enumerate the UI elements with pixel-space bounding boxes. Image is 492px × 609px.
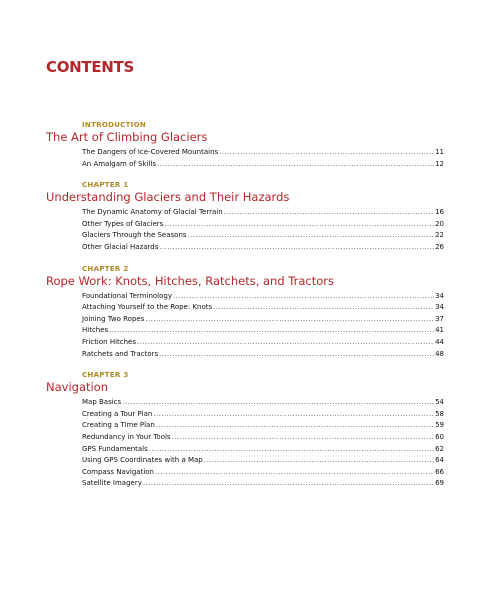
chapter-label: INTRODUCTION <box>82 121 146 129</box>
dot-leader <box>172 432 435 444</box>
page-number: 41 <box>435 326 444 335</box>
page-number: 11 <box>435 148 444 156</box>
toc-section <box>46 265 444 361</box>
entry-title: The Dynamic Anatomy of Glacial Terrain <box>82 208 223 217</box>
dot-leader <box>213 302 434 314</box>
entry-title: Friction Hitches <box>82 337 137 346</box>
toc-entry[interactable] <box>46 397 444 409</box>
chapter-title[interactable]: Navigation <box>46 380 109 395</box>
dot-leader <box>159 349 434 361</box>
chapter-title[interactable]: Understanding Glaciers and Their Hazards <box>46 190 290 205</box>
dot-leader <box>159 242 434 254</box>
dot-leader <box>204 455 434 467</box>
entry-title: Creating a Tour Plan <box>82 409 153 418</box>
dot-leader <box>173 291 434 303</box>
dot-leader <box>164 219 434 231</box>
page-number: 60 <box>435 432 444 441</box>
toc-entry[interactable] <box>46 242 444 254</box>
toc-entry[interactable] <box>46 314 444 326</box>
dot-leader <box>157 159 434 171</box>
page-number: 37 <box>435 314 444 323</box>
toc-entry[interactable] <box>46 420 444 432</box>
toc-entry[interactable] <box>46 219 444 231</box>
page-number: 20 <box>435 219 444 228</box>
toc-entry[interactable] <box>46 478 444 490</box>
page-number: 64 <box>435 456 444 465</box>
entry-title: Ratchets and Tractors <box>82 349 159 358</box>
entry-title: Hitches <box>82 326 109 335</box>
toc-entry[interactable] <box>46 291 444 303</box>
page-title: CONTENTS <box>46 58 134 76</box>
entry-title: Foundational Terminology <box>82 291 172 300</box>
toc-entry[interactable] <box>46 337 444 349</box>
dot-leader <box>155 467 434 479</box>
dot-leader <box>188 230 435 242</box>
dot-leader <box>156 420 434 432</box>
toc-entry[interactable] <box>46 455 444 467</box>
page-number: 12 <box>435 159 444 168</box>
dot-leader <box>224 207 434 219</box>
toc-section <box>46 371 444 490</box>
page-number: 69 <box>435 479 444 488</box>
entry-title: The Dangers of Ice-Covered Mountains <box>82 148 219 156</box>
page-number: 16 <box>435 208 444 217</box>
toc-entry[interactable] <box>46 409 444 421</box>
entry-title: GPS Fundamentals <box>82 444 148 453</box>
entry-title: Creating a Time Plan <box>82 421 155 430</box>
dot-leader <box>143 478 434 490</box>
dot-leader <box>145 314 434 326</box>
dot-leader <box>149 444 434 456</box>
entry-title: Compass Navigation <box>82 467 154 476</box>
entry-title: Redundancy in Your Tools <box>82 432 171 441</box>
toc-entry[interactable] <box>46 349 444 361</box>
page-number: 26 <box>435 242 444 251</box>
toc-entry[interactable] <box>46 230 444 242</box>
dot-leader <box>122 397 434 409</box>
dot-leader <box>109 325 434 337</box>
chapter-label: CHAPTER 2 <box>82 264 129 273</box>
page-number: 59 <box>435 421 444 430</box>
entry-title: An Amalgam of Skills <box>82 159 157 168</box>
page-number: 48 <box>435 349 444 358</box>
entry-title: Other Glacial Hazards <box>82 242 159 251</box>
chapter-title[interactable]: The Art of Climbing Glaciers <box>46 130 208 144</box>
toc-entry[interactable] <box>46 444 444 456</box>
page-number: 54 <box>435 398 444 407</box>
toc-section <box>46 181 444 253</box>
page-number: 44 <box>435 337 444 346</box>
entry-title: Using GPS Coordinates with a Map <box>82 456 203 465</box>
entry-title: Other Types of Glaciers <box>82 219 164 228</box>
dot-leader <box>219 147 434 159</box>
toc-entry[interactable] <box>46 325 444 337</box>
toc-sections <box>46 121 444 501</box>
page-number: 62 <box>435 444 444 453</box>
page-number: 58 <box>435 409 444 418</box>
entry-title: Map Basics <box>82 398 122 407</box>
toc-entry[interactable] <box>46 432 444 444</box>
toc-section <box>46 121 444 170</box>
toc-entry[interactable] <box>46 147 444 159</box>
toc-entry[interactable] <box>46 302 444 314</box>
chapter-label: CHAPTER 3 <box>82 371 129 380</box>
toc-entry[interactable] <box>46 467 444 479</box>
dot-leader <box>153 409 434 421</box>
entry-title: Satellite Imagery <box>82 479 142 488</box>
toc-entry[interactable] <box>46 159 444 171</box>
page-number: 34 <box>435 291 444 300</box>
page-number: 34 <box>435 303 444 312</box>
page-number: 66 <box>435 467 444 476</box>
chapter-title[interactable]: Rope Work: Knots, Hitches, Ratchets, and Tractors <box>46 273 334 288</box>
chapter-label: CHAPTER 1 <box>82 181 129 190</box>
entry-title: Attaching Yourself to the Rope: Knots <box>82 303 213 312</box>
page-number: 22 <box>435 231 444 240</box>
dot-leader <box>137 337 434 349</box>
toc-entry[interactable] <box>46 207 444 219</box>
entry-title: Glaciers Through the Seasons <box>82 231 187 240</box>
entry-title: Joining Two Ropes <box>82 314 145 323</box>
